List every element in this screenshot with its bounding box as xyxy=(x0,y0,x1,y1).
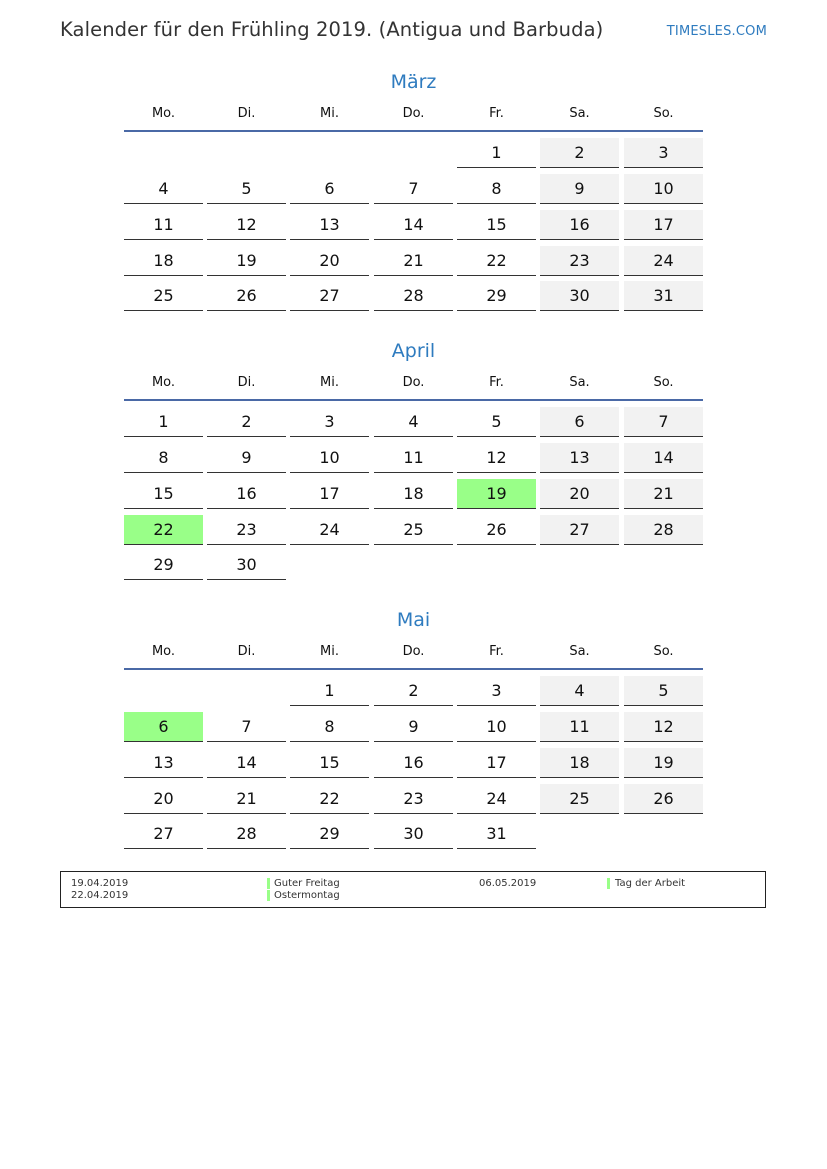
day-cell: 15 xyxy=(457,210,536,240)
day-cell: 3 xyxy=(457,676,536,706)
day-cell: 9 xyxy=(207,443,286,473)
day-cell: 7 xyxy=(624,407,703,437)
day-cell: 14 xyxy=(207,748,286,778)
day-cell: 4 xyxy=(540,676,619,706)
weekday-label: Sa. xyxy=(569,106,590,121)
weekday-label: Sa. xyxy=(569,375,590,390)
legend-holiday-name: Guter Freitag xyxy=(274,878,340,889)
day-cell: 22 xyxy=(124,515,203,545)
day-cell: 8 xyxy=(124,443,203,473)
day-cell: 21 xyxy=(624,479,703,509)
weekday-label: Di. xyxy=(237,375,256,390)
day-cell: 4 xyxy=(124,174,203,204)
day-cell: 11 xyxy=(124,210,203,240)
weekday-label: Mi. xyxy=(320,644,339,659)
month-name: Mai xyxy=(396,609,431,631)
day-cell: 17 xyxy=(624,210,703,240)
day-cell: 8 xyxy=(290,712,369,742)
weekday-label: Fr. xyxy=(489,106,504,121)
month-block xyxy=(124,609,703,843)
day-cell: 15 xyxy=(124,479,203,509)
day-cell: 29 xyxy=(457,281,536,311)
weekday-label: Di. xyxy=(237,106,256,121)
day-cell: 28 xyxy=(207,819,286,849)
day-cell: 11 xyxy=(540,712,619,742)
day-cell: 10 xyxy=(290,443,369,473)
day-cell: 17 xyxy=(290,479,369,509)
day-cell: 27 xyxy=(124,819,203,849)
day-cell: 5 xyxy=(624,676,703,706)
weekday-label: Mi. xyxy=(320,106,339,121)
day-cell: 13 xyxy=(540,443,619,473)
weekday-label: Do. xyxy=(402,375,425,390)
day-cell: 16 xyxy=(540,210,619,240)
legend-date: 06.05.2019 xyxy=(479,878,537,889)
holiday-marker xyxy=(267,890,270,901)
day-cell: 18 xyxy=(124,246,203,276)
weekday-label: Do. xyxy=(402,644,425,659)
weekday-label: Do. xyxy=(402,106,425,121)
day-cell: 14 xyxy=(374,210,453,240)
day-cell: 12 xyxy=(457,443,536,473)
day-cell: 16 xyxy=(207,479,286,509)
day-cell: 29 xyxy=(124,550,203,580)
day-cell: 2 xyxy=(374,676,453,706)
day-cell: 5 xyxy=(457,407,536,437)
brand-link[interactable]: TIMESLES.COM xyxy=(666,24,767,39)
day-cell: 7 xyxy=(374,174,453,204)
day-cell: 3 xyxy=(624,138,703,168)
day-cell: 14 xyxy=(624,443,703,473)
weekday-label: Sa. xyxy=(569,644,590,659)
weekday-label: So. xyxy=(653,106,674,121)
day-cell: 19 xyxy=(624,748,703,778)
day-cell: 26 xyxy=(624,784,703,814)
day-cell: 3 xyxy=(290,407,369,437)
day-cell: 22 xyxy=(290,784,369,814)
day-cell: 20 xyxy=(290,246,369,276)
day-cell: 25 xyxy=(124,281,203,311)
day-cell: 19 xyxy=(207,246,286,276)
day-cell: 31 xyxy=(624,281,703,311)
weekday-label: Mo. xyxy=(151,106,176,121)
day-cell: 23 xyxy=(540,246,619,276)
weekday-header xyxy=(124,362,703,402)
legend-date: 22.04.2019 xyxy=(71,890,129,901)
day-cell: 24 xyxy=(624,246,703,276)
month-block xyxy=(124,71,703,305)
day-cell: 30 xyxy=(207,550,286,580)
day-cell: 17 xyxy=(457,748,536,778)
header-rule xyxy=(124,130,703,132)
legend-holiday-name: Tag der Arbeit xyxy=(615,878,686,889)
weekday-label: Mo. xyxy=(151,375,176,390)
day-cell: 4 xyxy=(374,407,453,437)
day-cell: 23 xyxy=(207,515,286,545)
weekday-label: So. xyxy=(653,375,674,390)
day-cell: 15 xyxy=(290,748,369,778)
day-cell: 13 xyxy=(124,748,203,778)
holiday-legend xyxy=(60,871,766,908)
day-cell: 18 xyxy=(540,748,619,778)
day-cell: 10 xyxy=(457,712,536,742)
day-cell: 26 xyxy=(457,515,536,545)
day-cell: 10 xyxy=(624,174,703,204)
weekday-label: Mo. xyxy=(151,644,176,659)
month-block xyxy=(124,340,703,574)
weekday-header xyxy=(124,93,703,133)
header-rule xyxy=(124,668,703,670)
day-cell: 6 xyxy=(290,174,369,204)
month-name: März xyxy=(390,71,437,93)
day-cell: 27 xyxy=(540,515,619,545)
day-cell: 28 xyxy=(624,515,703,545)
weekday-label: Mi. xyxy=(320,375,339,390)
day-cell: 20 xyxy=(540,479,619,509)
day-cell: 24 xyxy=(290,515,369,545)
day-cell: 8 xyxy=(457,174,536,204)
day-cell: 2 xyxy=(540,138,619,168)
page-title: Kalender für den Frühling 2019. (Antigua und Barbuda) xyxy=(60,18,604,41)
day-cell: 7 xyxy=(207,712,286,742)
day-cell: 25 xyxy=(540,784,619,814)
day-cell: 5 xyxy=(207,174,286,204)
day-cell: 19 xyxy=(457,479,536,509)
weekday-label: Di. xyxy=(237,644,256,659)
weekday-label: So. xyxy=(653,644,674,659)
weekday-label: Fr. xyxy=(489,375,504,390)
day-cell: 22 xyxy=(457,246,536,276)
day-cell: 30 xyxy=(374,819,453,849)
day-cell: 12 xyxy=(624,712,703,742)
month-name: April xyxy=(391,340,436,362)
holiday-marker xyxy=(607,878,610,889)
day-cell: 29 xyxy=(290,819,369,849)
day-cell: 16 xyxy=(374,748,453,778)
day-cell: 2 xyxy=(207,407,286,437)
day-cell: 12 xyxy=(207,210,286,240)
legend-date: 19.04.2019 xyxy=(71,878,129,889)
legend-holiday-name: Ostermontag xyxy=(274,890,340,901)
day-cell: 9 xyxy=(540,174,619,204)
day-cell: 1 xyxy=(457,138,536,168)
day-cell: 25 xyxy=(374,515,453,545)
day-cell: 6 xyxy=(540,407,619,437)
day-cell: 6 xyxy=(124,712,203,742)
day-cell: 26 xyxy=(207,281,286,311)
day-cell: 24 xyxy=(457,784,536,814)
day-cell: 11 xyxy=(374,443,453,473)
day-cell: 28 xyxy=(374,281,453,311)
day-cell: 13 xyxy=(290,210,369,240)
day-cell: 31 xyxy=(457,819,536,849)
day-cell: 18 xyxy=(374,479,453,509)
day-cell: 23 xyxy=(374,784,453,814)
header-rule xyxy=(124,399,703,401)
day-cell: 27 xyxy=(290,281,369,311)
day-cell: 1 xyxy=(124,407,203,437)
weekday-header xyxy=(124,631,703,671)
weekday-label: Fr. xyxy=(489,644,504,659)
day-cell: 21 xyxy=(207,784,286,814)
day-cell: 1 xyxy=(290,676,369,706)
day-cell: 30 xyxy=(540,281,619,311)
day-cell: 20 xyxy=(124,784,203,814)
day-cell: 9 xyxy=(374,712,453,742)
day-cell: 21 xyxy=(374,246,453,276)
holiday-marker xyxy=(267,878,270,889)
